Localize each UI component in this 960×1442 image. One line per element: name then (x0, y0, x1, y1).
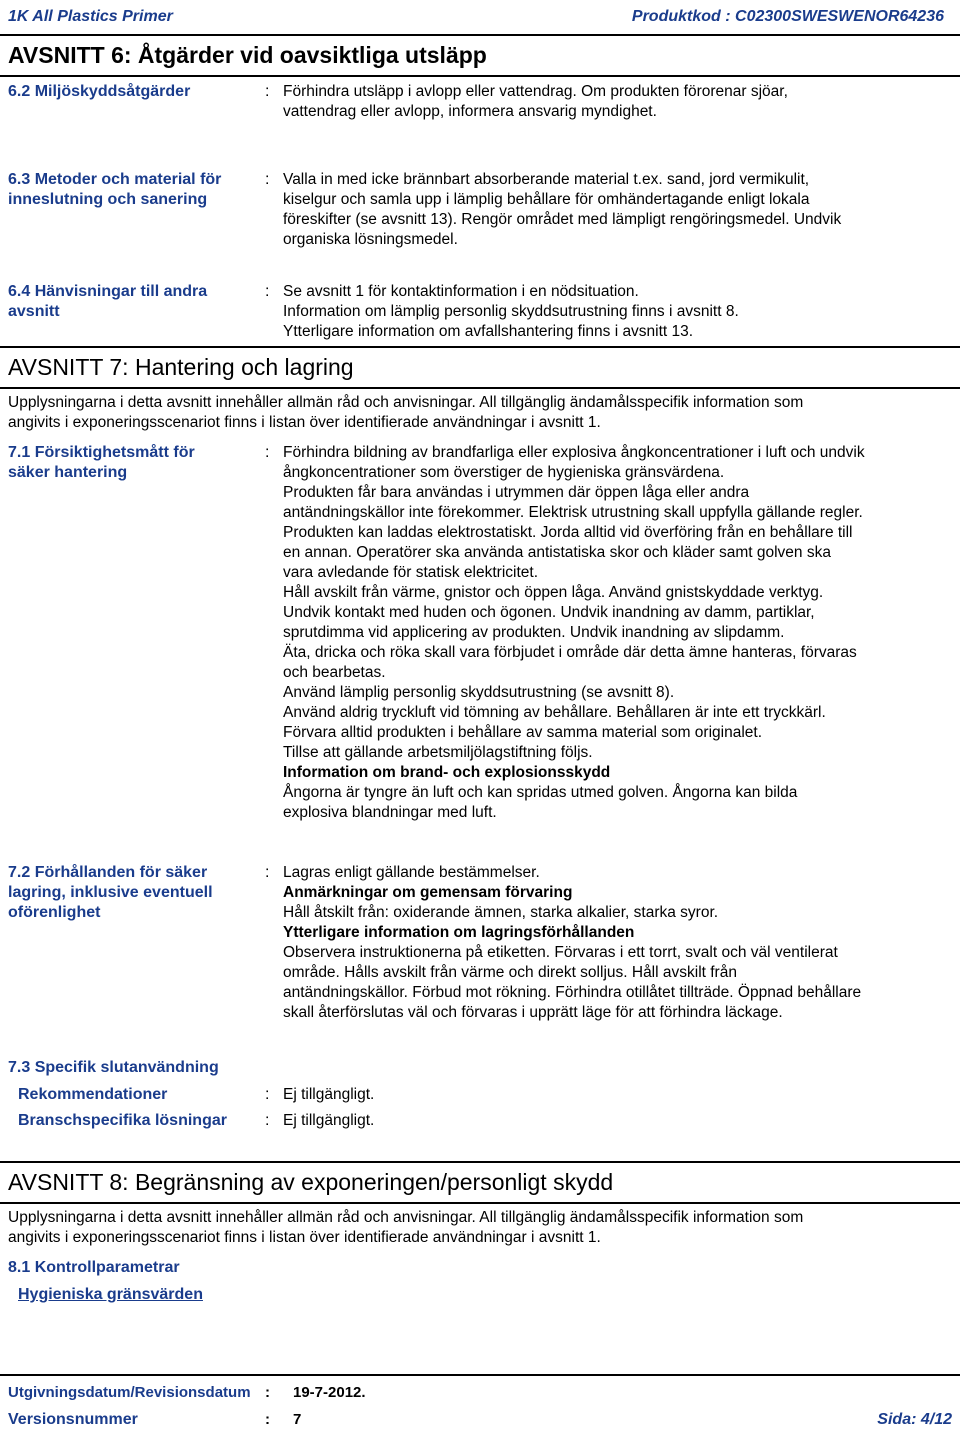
text-line: vattendrag eller avlopp, informera ansvarig myndighet. (283, 103, 657, 120)
colon: : (265, 1384, 270, 1401)
text-line: Valla in med icke brännbart absorberande material t.ex. sand, jord vermikulit, (283, 171, 810, 188)
branch-solutions-label: Branschspecifika lösningar (18, 1112, 227, 1129)
s81-label: 8.1 Kontrollparametrar (8, 1259, 180, 1276)
colon: : (265, 864, 270, 881)
text-line: Upplysningarna i detta avsnitt innehåller allmän råd och anvisningar. All tillgänglig ändamålsspecifik information som (8, 1209, 804, 1226)
text-line: område. Hålls avskilt från värme och direkt solljus. Håll avskilt från (283, 964, 737, 981)
label-line: 6.3 Metoder och material för (8, 171, 222, 188)
section7-intro (8, 393, 953, 433)
text-line: Undvik kontakt med huden och ögonen. Undvik inandning av damm, partiklar, (283, 604, 815, 621)
label-line: inneslutning och sanering (8, 191, 208, 208)
page-number: Sida: 4/12 (877, 1411, 952, 1428)
date-value: 19-7-2012. (293, 1384, 366, 1401)
section8-title: AVSNITT 8: Begränsning av exponeringen/personligt skydd (0, 1161, 960, 1204)
text-line: Ångorna är tyngre än luft och kan spridas utmed golven. Ångorna kan bilda (283, 784, 798, 801)
colon: : (265, 444, 270, 461)
label-line: 7.2 Förhållanden för säker (8, 864, 208, 881)
s72-text (283, 863, 953, 1023)
text-line: Håll åtskilt från: oxiderande ämnen, starka alkalier, starka syror. (283, 904, 719, 921)
text-line: Håll avskilt från värme, gnistor och öppen låga. Använd gnistskyddade verktyg. (283, 584, 824, 601)
text-line: Produkten kan laddas elektrostatiskt. Jorda alltid vid överföring från en behållare till (283, 524, 853, 541)
text-line: Ytterligare information om avfallshantering finns i avsnitt 13. (283, 323, 694, 340)
label-line: lagring, inklusive eventuell (8, 884, 213, 901)
document-header (0, 0, 960, 34)
text-line: Lagras enligt gällande bestämmelser. (283, 864, 540, 881)
label-line: säker hantering (8, 464, 128, 481)
text-line: Använd lämplig personlig skyddsutrustning (se avsnitt 8). (283, 684, 675, 701)
text-line: Information om lämplig personlig skyddsutrustning finns i avsnitt 8. (283, 303, 739, 320)
s73-label: 7.3 Specifik slutanvändning (8, 1059, 219, 1076)
text-line: Förhindra bildning av brandfarliga eller explosiva ångkoncentrationer i luft och undvik (283, 444, 865, 461)
version-label: Versionsnummer (8, 1411, 138, 1428)
footer-divider (0, 1374, 960, 1376)
product-code: Produktkod : C02300SWESWENOR64236 (631, 8, 944, 25)
recommendations-label: Rekommendationer (18, 1086, 168, 1103)
text-line: sprutdimma vid applicering av produkten. Undvik inandning av slipdamm. (283, 624, 785, 641)
text-line: organiska lösningsmedel. (283, 231, 458, 248)
label-line: 6.4 Hänvisningar till andra (8, 283, 208, 300)
text-line: ångkoncentrationer som överstiger de hygieniska gränsvärdena. (283, 464, 725, 481)
date-label: Utgivningsdatum/Revisionsdatum (8, 1384, 251, 1401)
text-line: Observera instruktionerna på etiketten. Förvaras i ett torrt, svalt och väl ventilerat (283, 944, 838, 961)
text-line: Äta, dricka och röka skall vara förbjudet i område där detta ämne hanteras, förvaras (283, 644, 857, 661)
s63-label (8, 170, 221, 210)
text-line: föreskifter (se avsnitt 13). Rengör området med lämpligt rengöringsmedel. Undvik (283, 211, 842, 228)
s71-text (283, 443, 953, 823)
text-line: Tillse att gällande arbetsmiljölagstiftning följs. (283, 744, 593, 761)
text-line: Förvara alltid produkten i behållare av samma material som originalet. (283, 724, 762, 741)
product-name: 1K All Plastics Primer (8, 8, 173, 25)
text-line: antändningskällor. Förbud mot rökning. Förhindra otillåtet tillträde. Öppnad behållare (283, 984, 862, 1001)
s71-label (8, 443, 195, 483)
text-line: Upplysningarna i detta avsnitt innehåller allmän råd och anvisningar. All tillgänglig ändamålsspecifik information som (8, 394, 804, 411)
text-line: och bearbetas. (283, 664, 386, 681)
s63-text (283, 170, 953, 250)
s64-label (8, 282, 207, 322)
label-line: avsnitt (8, 303, 60, 320)
storage-heading: Ytterligare information om lagringsförhållanden (283, 924, 635, 941)
text-line: skall återförslutas väl och förvaras i upprätt läge för att förhindra läckage. (283, 1004, 783, 1021)
text-line: Använd aldrig tryckluft vid tömning av behållare. Behållaren är inte ett tryckkärl. (283, 704, 826, 721)
text-line: Se avsnitt 1 för kontaktinformation i en nödsituation. (283, 283, 639, 300)
version-value: 7 (293, 1411, 302, 1428)
colon: : (265, 1112, 270, 1129)
colon: : (265, 171, 270, 188)
colon: : (265, 1086, 270, 1103)
text-line: kiselgur och samla upp i lämplig behållare för omhändertagande enligt lokala (283, 191, 810, 208)
s62-text (283, 82, 953, 122)
label-line: oförenlighet (8, 904, 101, 921)
branch-solutions-value: Ej tillgängligt. (283, 1112, 375, 1129)
text-line: angivits i exponeringsscenariot finns i listan över identifierade användningar i avsnitt 1. (8, 414, 601, 431)
colon: : (265, 283, 270, 300)
fire-heading: Information om brand- och explosionsskydd (283, 764, 611, 781)
text-line: Förhindra utsläpp i avlopp eller vattendrag. Om produkten förorenar sjöar, (283, 83, 788, 100)
section7-title: AVSNITT 7: Hantering och lagring (0, 346, 960, 389)
colon: : (265, 1411, 270, 1428)
text-line: antändningskällor inte förekommer. Elektrisk utrustning skall uppfylla gällande regler. (283, 504, 863, 521)
storage-heading: Anmärkningar om gemensam förvaring (283, 884, 573, 901)
s64-text (283, 282, 953, 342)
section8-intro (8, 1208, 953, 1248)
text-line: angivits i exponeringsscenariot finns i listan över identifierade användningar i avsnitt 1. (8, 1229, 601, 1246)
section6-title: AVSNITT 6: Åtgärder vid oavsiktliga utsläpp (0, 34, 960, 77)
text-line: Produkten får bara användas i utrymmen där öppen låga eller andra (283, 484, 750, 501)
text-line: en annan. Operatörer ska använda antistatiska skor och kläder samt golven ska (283, 544, 831, 561)
s62-label: 6.2 Miljöskyddsåtgärder (8, 83, 191, 100)
hygiene-limits-link[interactable]: Hygieniska gränsvärden (18, 1286, 203, 1303)
label-line: 7.1 Försiktighetsmått för (8, 444, 195, 461)
s72-label (8, 863, 213, 923)
recommendations-value: Ej tillgängligt. (283, 1086, 375, 1103)
colon: : (265, 83, 270, 100)
text-line: vara avledande för statisk elektricitet. (283, 564, 539, 581)
text-line: explosiva blandningar med luft. (283, 804, 497, 821)
